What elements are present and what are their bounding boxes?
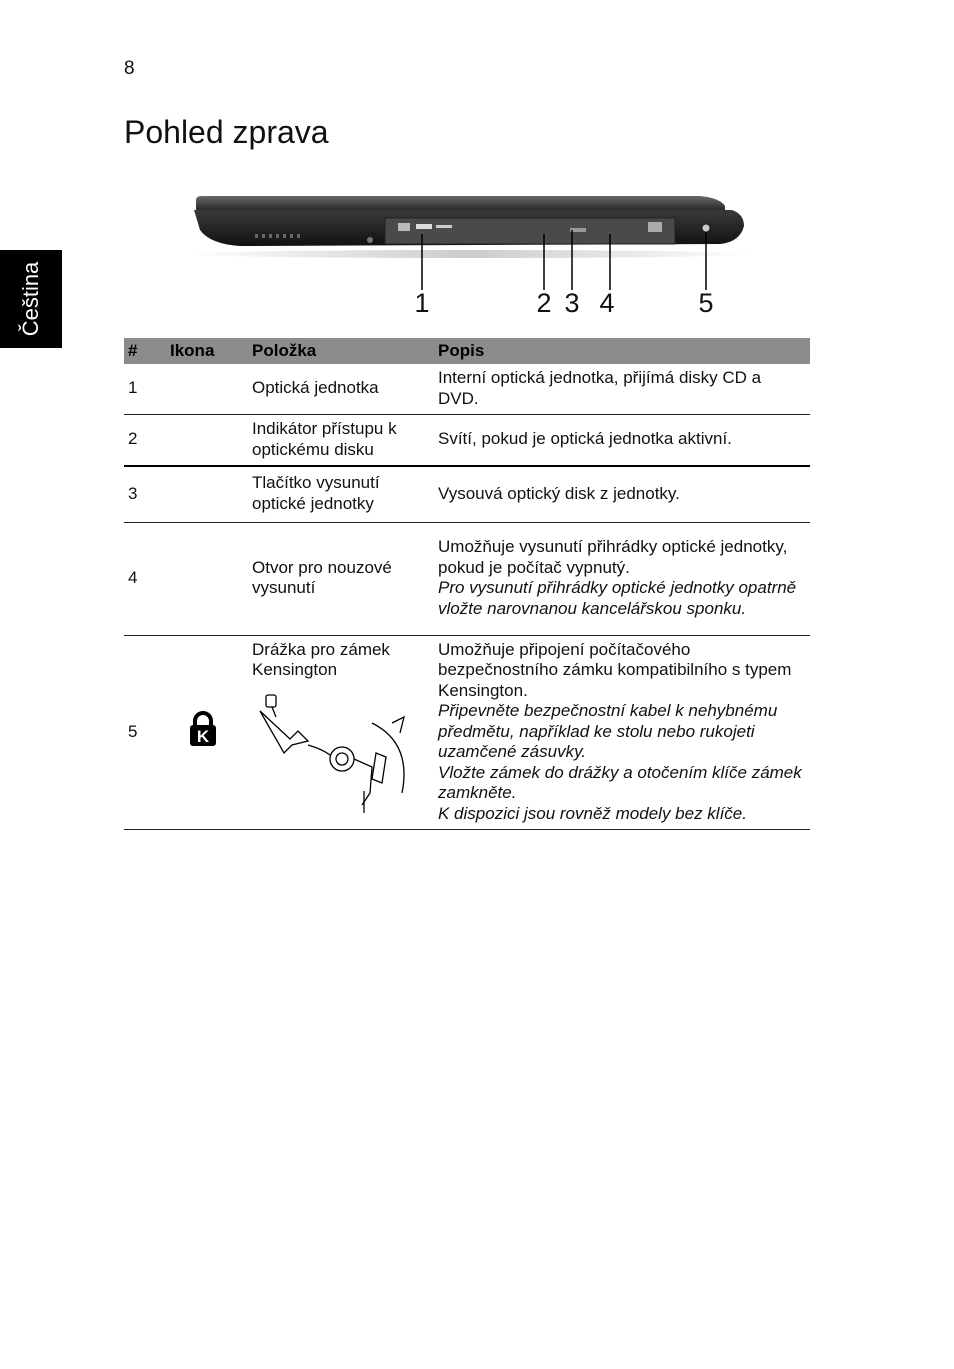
row-number: 5	[124, 635, 166, 830]
row-description: Umožňuje vysunutí přihrádky optické jednotky, pokud je počítač vypnutý.	[438, 537, 788, 577]
page-title: Pohled zprava	[124, 114, 329, 150]
header-description: Popis	[434, 338, 810, 364]
row-icon	[166, 466, 248, 522]
callout-4: 4	[599, 288, 615, 318]
row-icon	[166, 415, 248, 467]
table-header-row	[124, 338, 810, 364]
callout-3: 3	[564, 288, 580, 318]
header-item: Položka	[248, 338, 434, 364]
callout-1: 1	[414, 288, 430, 318]
row-description: Vysouvá optický disk z jednotky.	[434, 466, 810, 522]
row-description-cell	[434, 522, 810, 635]
row-item: Optická jednotka	[248, 364, 434, 415]
header-icon: Ikona	[166, 338, 248, 364]
kensington-lock-illustration	[252, 693, 422, 817]
row-description-cell	[434, 635, 810, 830]
row-note: Pro vysunutí přihrádky optické jednotky opatrně vložte narovnanou kancelářskou sponku.	[438, 578, 797, 618]
row-item: Otvor pro nouzové vysunutí	[248, 522, 434, 635]
laptop-right-side-illustration	[180, 190, 760, 330]
table-row	[124, 466, 810, 522]
table-row	[124, 415, 810, 467]
row-note: Vložte zámek do drážky a otočením klíče zámek zamkněte.	[438, 762, 802, 802]
header-number: #	[124, 338, 166, 364]
ports-table	[124, 338, 810, 830]
callout-5: 5	[698, 288, 714, 318]
row-description: Svítí, pokud je optická jednotka aktivní.	[434, 415, 810, 467]
row-note: K dispozici jsou rovněž modely bez klíče.	[438, 803, 747, 823]
page-number: 8	[124, 58, 135, 79]
row-icon	[166, 635, 248, 830]
row-number: 3	[124, 466, 166, 522]
row-icon	[166, 522, 248, 635]
table-row	[124, 364, 810, 415]
table-row	[124, 522, 810, 635]
row-item: Tlačítko vysunutí optické jednotky	[248, 466, 434, 522]
row-number: 4	[124, 522, 166, 635]
row-item-cell	[248, 635, 434, 830]
row-item: Indikátor přístupu k optickému disku	[248, 415, 434, 467]
callout-2: 2	[536, 288, 552, 318]
row-description: Interní optická jednotka, přijímá disky CD a DVD.	[434, 364, 810, 415]
language-tab	[0, 250, 62, 348]
row-note: Připevněte bezpečnostní kabel k nehybnému předmětu, například ke stolu nebo rukojeti uzamčené zásuvky.	[438, 701, 778, 761]
row-description: Umožňuje připojení počítačového bezpečnostního zámku kompatibilního s typem Kensington.	[438, 639, 792, 700]
row-number: 1	[124, 364, 166, 415]
row-item: Drážka pro zámek Kensington	[252, 639, 390, 679]
kensington-lock-icon	[188, 711, 218, 747]
table-row	[124, 635, 810, 830]
row-number: 2	[124, 415, 166, 467]
language-tab-label: Čeština	[18, 261, 43, 337]
svg-text:K: K	[196, 727, 210, 746]
row-icon	[166, 364, 248, 415]
